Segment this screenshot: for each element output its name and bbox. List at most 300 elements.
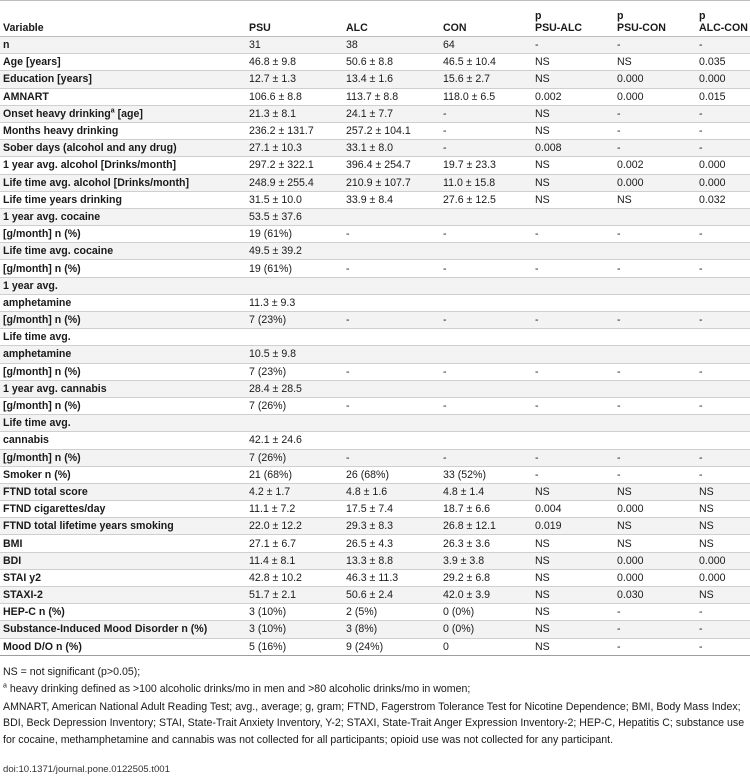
value-cell xyxy=(614,294,696,311)
value-cell xyxy=(440,243,532,260)
value-cell xyxy=(614,432,696,449)
value-cell xyxy=(696,346,750,363)
value-cell: - xyxy=(343,312,440,329)
table-row xyxy=(0,277,750,294)
table-row xyxy=(0,346,750,363)
value-cell: 42.0 ± 3.9 xyxy=(440,587,532,604)
value-cell xyxy=(343,208,440,225)
column-header-text: p xyxy=(617,10,624,22)
column-header xyxy=(0,1,246,37)
value-cell xyxy=(696,380,750,397)
value-cell: 27.1 ± 10.3 xyxy=(246,140,343,157)
value-cell: 31 xyxy=(246,37,343,54)
value-cell: 7 (26%) xyxy=(246,397,343,414)
table-row xyxy=(0,243,750,260)
value-cell xyxy=(696,294,750,311)
variable-cell: n xyxy=(0,37,246,54)
value-cell: - xyxy=(532,260,614,277)
value-cell: 11.1 ± 7.2 xyxy=(246,501,343,518)
value-cell: NS xyxy=(532,191,614,208)
table-row xyxy=(0,501,750,518)
variable-cell: FTND cigarettes/day xyxy=(0,501,246,518)
variable-cell: Life time years drinking xyxy=(0,191,246,208)
value-cell: 3 (10%) xyxy=(246,604,343,621)
value-cell: 4.2 ± 1.7 xyxy=(246,483,343,500)
value-cell: - xyxy=(696,105,750,122)
value-cell: - xyxy=(614,140,696,157)
value-cell xyxy=(532,380,614,397)
column-header xyxy=(440,1,532,37)
value-cell xyxy=(343,346,440,363)
value-cell xyxy=(532,277,614,294)
value-cell: 257.2 ± 104.1 xyxy=(343,122,440,139)
variable-cell: FTND total lifetime years smoking xyxy=(0,518,246,535)
value-cell: 11.3 ± 9.3 xyxy=(246,294,343,311)
column-header xyxy=(696,1,750,37)
table-row xyxy=(0,226,750,243)
value-cell xyxy=(343,277,440,294)
value-cell: NS xyxy=(532,483,614,500)
value-cell: 0.032 xyxy=(696,191,750,208)
value-cell xyxy=(343,329,440,346)
value-cell: NS xyxy=(532,621,614,638)
value-cell xyxy=(614,329,696,346)
value-cell xyxy=(696,432,750,449)
value-cell: - xyxy=(614,604,696,621)
value-cell: NS xyxy=(532,587,614,604)
value-cell: - xyxy=(440,140,532,157)
value-cell: 38 xyxy=(343,37,440,54)
value-cell: 22.0 ± 12.2 xyxy=(246,518,343,535)
value-cell: - xyxy=(532,449,614,466)
table-row xyxy=(0,294,750,311)
value-cell: 21 (68%) xyxy=(246,466,343,483)
column-header xyxy=(614,1,696,37)
value-cell: 29.2 ± 6.8 xyxy=(440,569,532,586)
column-header xyxy=(532,1,614,37)
value-cell: NS xyxy=(614,191,696,208)
value-cell: 0.015 xyxy=(696,88,750,105)
value-cell: 51.7 ± 2.1 xyxy=(246,587,343,604)
column-header-text: ALC-CON xyxy=(699,22,748,34)
variable-cell: Sober days (alcohol and any drug) xyxy=(0,140,246,157)
value-cell: NS xyxy=(696,501,750,518)
value-cell: 17.5 ± 7.4 xyxy=(343,501,440,518)
variable-cell: Life time avg. alcohol [Drinks/month] xyxy=(0,174,246,191)
value-cell: 0.004 xyxy=(532,501,614,518)
value-cell: 5 (16%) xyxy=(246,638,343,655)
variable-cell: HEP-C n (%) xyxy=(0,604,246,621)
value-cell: 11.0 ± 15.8 xyxy=(440,174,532,191)
value-cell: NS xyxy=(614,518,696,535)
table-header xyxy=(0,1,750,37)
value-cell: 4.8 ± 1.4 xyxy=(440,483,532,500)
footnote-a-marker: a xyxy=(3,682,7,690)
table-row xyxy=(0,260,750,277)
table-row xyxy=(0,88,750,105)
variable-cell: Age [years] xyxy=(0,54,246,71)
value-cell: 27.1 ± 6.7 xyxy=(246,535,343,552)
value-cell: - xyxy=(614,621,696,638)
value-cell: - xyxy=(614,397,696,414)
variable-cell: [g/month] n (%) xyxy=(0,226,246,243)
value-cell: 0.030 xyxy=(614,587,696,604)
table-row xyxy=(0,122,750,139)
column-header xyxy=(343,1,440,37)
value-cell: - xyxy=(614,363,696,380)
value-cell: - xyxy=(696,122,750,139)
value-cell: - xyxy=(614,260,696,277)
value-cell xyxy=(696,243,750,260)
value-cell: 26.8 ± 12.1 xyxy=(440,518,532,535)
table-row xyxy=(0,380,750,397)
table-row xyxy=(0,54,750,71)
value-cell: 210.9 ± 107.7 xyxy=(343,174,440,191)
value-cell: NS xyxy=(532,157,614,174)
value-cell xyxy=(614,243,696,260)
value-cell: NS xyxy=(696,535,750,552)
value-cell: 396.4 ± 254.7 xyxy=(343,157,440,174)
value-cell xyxy=(246,329,343,346)
value-cell: 7 (23%) xyxy=(246,363,343,380)
variable-cell: amphetamine xyxy=(0,294,246,311)
value-cell xyxy=(532,208,614,225)
value-cell xyxy=(696,208,750,225)
value-cell: - xyxy=(532,226,614,243)
value-cell xyxy=(440,415,532,432)
variable-cell: AMNART xyxy=(0,88,246,105)
value-cell: 26.5 ± 4.3 xyxy=(343,535,440,552)
value-cell: 118.0 ± 6.5 xyxy=(440,88,532,105)
value-cell: 13.3 ± 8.8 xyxy=(343,552,440,569)
footnote-a-text: heavy drinking defined as >100 alcoholic drinks/mo in men and >80 alcoholic drinks/mo in women; xyxy=(6,683,471,696)
column-header-text: PSU xyxy=(249,22,271,34)
value-cell: 50.6 ± 2.4 xyxy=(343,587,440,604)
table-row xyxy=(0,621,750,638)
value-cell: 7 (23%) xyxy=(246,312,343,329)
value-cell: 0 (0%) xyxy=(440,621,532,638)
value-cell: 27.6 ± 12.5 xyxy=(440,191,532,208)
value-cell: 64 xyxy=(440,37,532,54)
value-cell: 0.000 xyxy=(614,71,696,88)
column-header-text: Variable xyxy=(3,22,44,34)
variable-cell: [g/month] n (%) xyxy=(0,312,246,329)
table-row xyxy=(0,415,750,432)
column-header-text: p xyxy=(535,10,542,22)
value-cell: NS xyxy=(696,483,750,500)
value-cell: - xyxy=(696,604,750,621)
value-cell: NS xyxy=(532,174,614,191)
value-cell: 53.5 ± 37.6 xyxy=(246,208,343,225)
value-cell: - xyxy=(614,312,696,329)
value-cell xyxy=(696,329,750,346)
value-cell: 33.9 ± 8.4 xyxy=(343,191,440,208)
value-cell: 0.000 xyxy=(614,569,696,586)
value-cell: - xyxy=(696,260,750,277)
table-row xyxy=(0,432,750,449)
table-row xyxy=(0,449,750,466)
value-cell xyxy=(614,277,696,294)
value-cell: 18.7 ± 6.6 xyxy=(440,501,532,518)
value-cell xyxy=(343,415,440,432)
value-cell: 3 (10%) xyxy=(246,621,343,638)
value-cell: - xyxy=(343,260,440,277)
variable-cell: BDI xyxy=(0,552,246,569)
table-row xyxy=(0,518,750,535)
variable-cell: 1 year avg. xyxy=(0,277,246,294)
value-cell: 113.7 ± 8.8 xyxy=(343,88,440,105)
variable-cell: [g/month] n (%) xyxy=(0,363,246,380)
value-cell: - xyxy=(440,122,532,139)
value-cell: 9 (24%) xyxy=(343,638,440,655)
value-cell: 7 (26%) xyxy=(246,449,343,466)
value-cell xyxy=(343,243,440,260)
value-cell: 0.000 xyxy=(614,174,696,191)
footnote-marker: a xyxy=(110,107,115,115)
value-cell: 0.008 xyxy=(532,140,614,157)
column-header-text: PSU-CON xyxy=(617,22,666,34)
value-cell xyxy=(440,380,532,397)
value-cell: - xyxy=(343,449,440,466)
column-header xyxy=(246,1,343,37)
variable-cell: Months heavy drinking xyxy=(0,122,246,139)
value-cell xyxy=(532,329,614,346)
value-cell xyxy=(614,208,696,225)
value-cell: - xyxy=(696,638,750,655)
variable-cell: [g/month] n (%) xyxy=(0,449,246,466)
variable-cell: 1 year avg. cocaine xyxy=(0,208,246,225)
variable-cell: STAI y2 xyxy=(0,569,246,586)
value-cell xyxy=(532,432,614,449)
value-cell xyxy=(696,277,750,294)
table-row xyxy=(0,71,750,88)
value-cell: 0.000 xyxy=(614,88,696,105)
value-cell: 29.3 ± 8.3 xyxy=(343,518,440,535)
value-cell: - xyxy=(532,37,614,54)
value-cell: 11.4 ± 8.1 xyxy=(246,552,343,569)
variable-cell: Substance-Induced Mood Disorder n (%) xyxy=(0,621,246,638)
value-cell xyxy=(532,243,614,260)
value-cell: - xyxy=(696,312,750,329)
value-cell: NS xyxy=(532,552,614,569)
value-cell xyxy=(440,329,532,346)
footnote-abbreviations: AMNART, American National Adult Reading Test; avg., average; g, gram; FTND, Fagerstrom Tolerance Test for Nicotine Dependence; BMI, Body Mass Index; BDI, Beck Depression Inventory; STAI, State-Trait Anxiety Inventory, Y-2; STAXI, State-Trait Anger Expression Inventory-2; HEP-C, Hepatitis C; substance use for cocaine, methamphetamine and cannabis was not collected for all participants; opioid use was not collected for any participant. xyxy=(3,700,745,746)
value-cell: - xyxy=(532,312,614,329)
value-cell: 0.000 xyxy=(696,552,750,569)
value-cell: NS xyxy=(614,54,696,71)
value-cell: 0.000 xyxy=(696,569,750,586)
variable-cell: Life time avg. cocaine xyxy=(0,243,246,260)
value-cell: 21.3 ± 8.1 xyxy=(246,105,343,122)
variable-cell: 1 year avg. cannabis xyxy=(0,380,246,397)
value-cell: - xyxy=(440,312,532,329)
value-cell: NS xyxy=(696,518,750,535)
value-cell: NS xyxy=(532,105,614,122)
value-cell: - xyxy=(696,37,750,54)
value-cell: - xyxy=(696,140,750,157)
value-cell: 28.4 ± 28.5 xyxy=(246,380,343,397)
value-cell xyxy=(343,380,440,397)
table-row xyxy=(0,329,750,346)
variable-cell: Education [years] xyxy=(0,71,246,88)
value-cell: 0.000 xyxy=(696,174,750,191)
doi-label: doi:10.1371/journal.pone.0122505.t001 xyxy=(3,764,170,775)
value-cell: - xyxy=(614,105,696,122)
value-cell: 3.9 ± 3.8 xyxy=(440,552,532,569)
value-cell: - xyxy=(532,397,614,414)
value-cell: 46.8 ± 9.8 xyxy=(246,54,343,71)
table-row xyxy=(0,587,750,604)
column-header-text: ALC xyxy=(346,22,368,34)
value-cell: 33 (52%) xyxy=(440,466,532,483)
value-cell: 19 (61%) xyxy=(246,260,343,277)
value-cell: - xyxy=(696,449,750,466)
value-cell: 0.000 xyxy=(614,501,696,518)
value-cell xyxy=(440,277,532,294)
variable-cell: [g/month] n (%) xyxy=(0,397,246,414)
value-cell: 0 (0%) xyxy=(440,604,532,621)
value-cell: - xyxy=(614,37,696,54)
table-row xyxy=(0,363,750,380)
table-row xyxy=(0,483,750,500)
value-cell xyxy=(440,432,532,449)
variable-cell: STAXI-2 xyxy=(0,587,246,604)
value-cell: 236.2 ± 131.7 xyxy=(246,122,343,139)
table-row xyxy=(0,140,750,157)
value-cell: 297.2 ± 322.1 xyxy=(246,157,343,174)
value-cell xyxy=(696,415,750,432)
value-cell xyxy=(532,415,614,432)
value-cell: 10.5 ± 9.8 xyxy=(246,346,343,363)
value-cell: - xyxy=(440,260,532,277)
value-cell: 0 xyxy=(440,638,532,655)
value-cell: - xyxy=(696,621,750,638)
value-cell: 49.5 ± 39.2 xyxy=(246,243,343,260)
column-header-text: PSU-ALC xyxy=(535,22,583,34)
value-cell xyxy=(614,415,696,432)
table-row xyxy=(0,312,750,329)
value-cell: 24.1 ± 7.7 xyxy=(343,105,440,122)
table-row xyxy=(0,604,750,621)
value-cell: 46.3 ± 11.3 xyxy=(343,569,440,586)
value-cell: NS xyxy=(532,569,614,586)
variable-cell: 1 year avg. alcohol [Drinks/month] xyxy=(0,157,246,174)
table-row xyxy=(0,191,750,208)
variable-cell: Mood D/O n (%) xyxy=(0,638,246,655)
table-row xyxy=(0,466,750,483)
value-cell: NS xyxy=(614,535,696,552)
value-cell: NS xyxy=(532,535,614,552)
variable-cell: Life time avg. xyxy=(0,415,246,432)
value-cell: 248.9 ± 255.4 xyxy=(246,174,343,191)
value-cell: 2 (5%) xyxy=(343,604,440,621)
value-cell: - xyxy=(696,397,750,414)
value-cell: - xyxy=(614,638,696,655)
value-cell: NS xyxy=(532,638,614,655)
value-cell: 0.000 xyxy=(614,552,696,569)
value-cell: - xyxy=(532,466,614,483)
value-cell: - xyxy=(440,363,532,380)
value-cell xyxy=(614,380,696,397)
table-row xyxy=(0,638,750,655)
value-cell: 0.002 xyxy=(532,88,614,105)
table-row xyxy=(0,208,750,225)
variable-cell: amphetamine xyxy=(0,346,246,363)
value-cell: - xyxy=(440,449,532,466)
column-header-text: CON xyxy=(443,22,467,34)
value-cell: NS xyxy=(614,483,696,500)
value-cell: 46.5 ± 10.4 xyxy=(440,54,532,71)
variable-cell: [g/month] n (%) xyxy=(0,260,246,277)
value-cell: NS xyxy=(532,604,614,621)
value-cell: NS xyxy=(532,122,614,139)
value-cell: 42.1 ± 24.6 xyxy=(246,432,343,449)
value-cell: NS xyxy=(696,587,750,604)
value-cell xyxy=(343,294,440,311)
table-row xyxy=(0,552,750,569)
value-cell: 0.019 xyxy=(532,518,614,535)
value-cell: - xyxy=(614,122,696,139)
footnote-a xyxy=(3,681,747,698)
value-cell: 0.002 xyxy=(614,157,696,174)
value-cell: - xyxy=(696,363,750,380)
value-cell: 26.3 ± 3.6 xyxy=(440,535,532,552)
value-cell: 15.6 ± 2.7 xyxy=(440,71,532,88)
table-row xyxy=(0,157,750,174)
value-cell xyxy=(440,294,532,311)
variable-cell: cannabis xyxy=(0,432,246,449)
value-cell: - xyxy=(614,466,696,483)
value-cell: 4.8 ± 1.6 xyxy=(343,483,440,500)
variable-cell: Life time avg. xyxy=(0,329,246,346)
table-row xyxy=(0,569,750,586)
variable-cell: Onset heavy drinking$^a$ [age] xyxy=(0,105,246,122)
footnote-ns: NS = not significant (p>0.05); xyxy=(3,665,141,678)
value-cell: 42.8 ± 10.2 xyxy=(246,569,343,586)
value-cell: - xyxy=(440,397,532,414)
value-cell: 50.6 ± 8.8 xyxy=(343,54,440,71)
column-header-text: p xyxy=(699,10,706,22)
value-cell: 31.5 ± 10.0 xyxy=(246,191,343,208)
value-cell: - xyxy=(440,105,532,122)
value-cell: 0.000 xyxy=(696,157,750,174)
value-cell: - xyxy=(343,363,440,380)
value-cell: 12.7 ± 1.3 xyxy=(246,71,343,88)
value-cell: 0.000 xyxy=(696,71,750,88)
table-body xyxy=(0,37,750,656)
value-cell: - xyxy=(614,449,696,466)
value-cell xyxy=(532,346,614,363)
table-row xyxy=(0,37,750,54)
value-cell: NS xyxy=(532,71,614,88)
value-cell xyxy=(246,415,343,432)
table-footnotes xyxy=(0,656,750,749)
value-cell xyxy=(343,432,440,449)
value-cell xyxy=(440,208,532,225)
value-cell xyxy=(246,277,343,294)
value-cell: - xyxy=(440,226,532,243)
value-cell: 19.7 ± 23.3 xyxy=(440,157,532,174)
value-cell: - xyxy=(614,226,696,243)
value-cell: 3 (8%) xyxy=(343,621,440,638)
table-row xyxy=(0,105,750,122)
value-cell: 19 (61%) xyxy=(246,226,343,243)
value-cell: - xyxy=(696,226,750,243)
value-cell: 26 (68%) xyxy=(343,466,440,483)
value-cell: - xyxy=(696,466,750,483)
variable-cell: Smoker n (%) xyxy=(0,466,246,483)
variable-cell: BMI xyxy=(0,535,246,552)
